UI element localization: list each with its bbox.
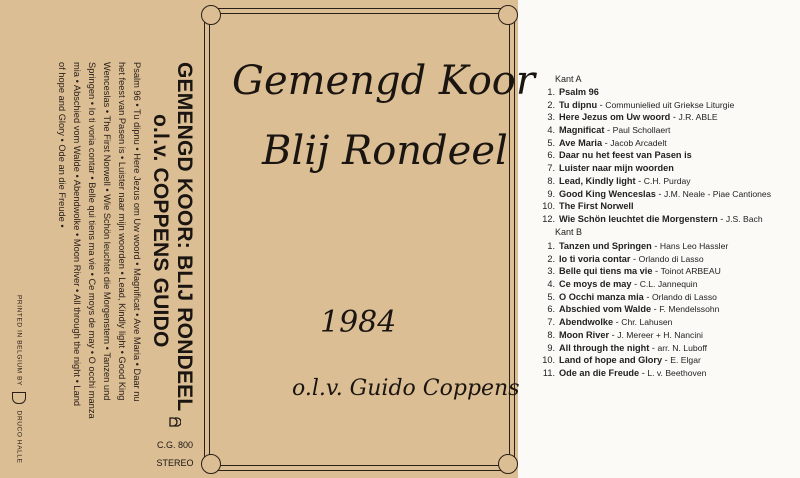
spine-tracks-line: Wenceslas • The First Norwell • Wie Schön leuchtet die Morgenstern • Tanzen und bbox=[102, 62, 112, 401]
track-item: 4. Magnificat - Paul Schollaert bbox=[530, 124, 771, 137]
track-item: 9. Good King Wenceslas - J.M. Neale - Piae Cantiones bbox=[530, 188, 771, 201]
track-credit: Jacob Arcadelt bbox=[610, 137, 667, 148]
frame-ornament-icon bbox=[201, 454, 221, 474]
track-number: 7. bbox=[547, 317, 555, 328]
track-credit: arr. N. Luboff bbox=[657, 342, 708, 353]
track-number: 7. bbox=[547, 163, 555, 174]
frame-ornament-icon bbox=[498, 454, 518, 474]
track-title: Abendwolke bbox=[559, 317, 614, 328]
track-credit: J.S. Bach bbox=[725, 213, 763, 224]
track-number: 4. bbox=[547, 125, 555, 136]
track-number: 8. bbox=[547, 175, 555, 186]
track-item: 2. Io ti voria contar - Orlando di Lasso bbox=[530, 253, 728, 266]
printer-name: DRUCO HALLE bbox=[15, 410, 23, 464]
track-title: Tu dipnu bbox=[559, 99, 598, 110]
track-credit: Orlando di Lasso bbox=[651, 291, 717, 302]
track-number: 1. bbox=[547, 87, 555, 97]
track-item bbox=[530, 200, 771, 213]
track-item: 8. Moon River - J. Mereer + H. Nancini bbox=[530, 329, 728, 342]
track-number: 10. bbox=[542, 355, 555, 366]
spine-title-line2: o.l.v. COPPENS GUIDO bbox=[149, 114, 172, 348]
track-item: 3. Here Jezus om Uw woord - J.R. ABLE bbox=[530, 111, 771, 124]
side-a-label: Kant A bbox=[555, 74, 582, 84]
track-title: Psalm 96 bbox=[559, 87, 599, 97]
track-number: 4. bbox=[547, 279, 555, 290]
spine-tracklist bbox=[54, 62, 144, 419]
track-number: 2. bbox=[547, 253, 555, 264]
track-item: 5. Ave Maria - Jacob Arcadelt bbox=[530, 137, 771, 150]
track-number: 6. bbox=[547, 150, 555, 161]
track-title: All through the night bbox=[559, 342, 650, 353]
track-item: 6. Abschied vom Walde - F. Mendelssohn bbox=[530, 303, 728, 316]
track-credit: L. v. Beethoven bbox=[647, 367, 707, 378]
cover-conductor: o.l.v. Guido Coppens bbox=[292, 376, 520, 401]
track-title: Tanzen und Springen bbox=[559, 241, 652, 251]
track-title: Good King Wenceslas bbox=[559, 188, 656, 199]
track-number: 1. bbox=[547, 241, 555, 251]
track-credit: F. Mendelssohn bbox=[659, 304, 720, 315]
track-title: Ce moys de may bbox=[559, 279, 632, 290]
track-item: 7. Abendwolke - Chr. Lahusen bbox=[530, 316, 728, 329]
spine-tracks-line: mia • Abschied vom Walde • Abendwolke • Moon River • All through the night • Land bbox=[72, 62, 82, 407]
track-title: Land of hope and Glory bbox=[559, 355, 663, 366]
track-title: Here Jezus om Uw woord bbox=[559, 112, 671, 123]
spine-tracks-line: Springen • Io ti voria contar • Belle qui tiens ma vie • Ce moys de may • O occhi manza bbox=[87, 62, 97, 419]
track-item: 11. Ode an die Freude - L. v. Beethoven bbox=[530, 367, 728, 380]
track-number: 12. bbox=[542, 213, 555, 224]
track-credit: C.L. Jannequin bbox=[639, 279, 698, 290]
side-a-tracklist bbox=[530, 86, 771, 226]
track-title: Magnificat bbox=[559, 125, 605, 136]
track-credit: Orlando di Lasso bbox=[638, 253, 704, 264]
track-item: 10. Land of hope and Glory - E. Elgar bbox=[530, 354, 728, 367]
track-item: 1. Tanzen und Springen - Hans Leo Hassler bbox=[530, 240, 728, 253]
catalog-logo-icon bbox=[150, 417, 200, 430]
track-item: 4. Ce moys de may - C.L. Jannequin bbox=[530, 278, 728, 291]
track-number: 6. bbox=[547, 304, 555, 315]
track-title: Moon River bbox=[559, 329, 610, 340]
catalog-number: C.G. 800 bbox=[156, 440, 194, 450]
audio-format: STEREO bbox=[156, 458, 194, 468]
printed-by-text: PRINTED IN BELGIUM BY bbox=[15, 295, 23, 386]
track-item bbox=[530, 149, 771, 162]
track-number: 5. bbox=[547, 137, 555, 148]
track-title: Io ti voria contar bbox=[559, 253, 631, 264]
track-item bbox=[530, 162, 771, 175]
spine-tracks-line: of hope and Glory • Ode an die Freude • bbox=[57, 62, 67, 228]
track-title: Belle qui tiens ma vie bbox=[559, 266, 653, 277]
tracklist-panel bbox=[518, 0, 800, 478]
track-title: Ode an die Freude bbox=[559, 367, 640, 378]
track-item: 9. All through the night - arr. N. Luboff bbox=[530, 342, 728, 355]
track-credit: Toinot ARBEAU bbox=[660, 266, 721, 277]
track-credit: C.H. Purday bbox=[643, 175, 691, 186]
track-title: Daar nu het feest van Pasen is bbox=[559, 150, 692, 161]
track-number: 9. bbox=[547, 342, 555, 353]
track-item: 5. O Occhi manza mia - Orlando di Lasso bbox=[530, 291, 728, 304]
track-number: 11. bbox=[542, 367, 555, 378]
track-number: 9. bbox=[547, 188, 555, 199]
track-title: Ave Maria bbox=[559, 137, 603, 148]
spine-tracks-line: Psalm 96 • Tu dipnu • Here Jezus om Uw woord • Magnificat • Ave Maria • Daar nu bbox=[132, 62, 142, 402]
track-number: 3. bbox=[547, 266, 555, 277]
cover-title-line2: Blij Rondeel bbox=[262, 128, 508, 174]
track-number: 5. bbox=[547, 291, 555, 302]
track-number: 2. bbox=[547, 99, 555, 110]
track-number: 8. bbox=[547, 329, 555, 340]
side-b-label: Kant B bbox=[555, 227, 583, 237]
track-title: Lead, Kindly light bbox=[559, 175, 636, 186]
track-credit: J.R. ABLE bbox=[678, 112, 718, 123]
track-item: 12. Wie Schön leuchtet die Morgenstern - J.S. Bach bbox=[530, 213, 771, 226]
track-credit: Paul Schollaert bbox=[612, 125, 671, 136]
cover-year: 1984 bbox=[320, 305, 397, 340]
track-title: Abschied vom Walde bbox=[559, 304, 652, 315]
track-item: 3. Belle qui tiens ma vie - Toinot ARBEAU bbox=[530, 265, 728, 278]
track-credit: Chr. Lahusen bbox=[621, 317, 673, 328]
frame-ornament-icon bbox=[498, 5, 518, 25]
track-number: 10. bbox=[542, 201, 555, 212]
spine-title-line1: GEMENGD KOOR: BLIJ RONDEEL bbox=[173, 62, 196, 412]
spine-title bbox=[148, 62, 196, 411]
cover-title-line1: Gemengd Koor bbox=[232, 58, 536, 104]
spine-tracks-line: het feest van Pasen is • Luister naar mijn woorden • Lead, Kindly light • Good King bbox=[117, 62, 127, 401]
track-title: Luister naar mijn woorden bbox=[559, 163, 674, 174]
track-credit: Hans Leo Hassler bbox=[659, 241, 729, 251]
track-title: The First Norwell bbox=[559, 201, 634, 212]
track-credit: J. Mereer + H. Nancini bbox=[617, 329, 703, 340]
frame-ornament-icon bbox=[201, 5, 221, 25]
druco-logo-icon bbox=[12, 392, 26, 404]
track-item bbox=[530, 86, 771, 99]
track-title: O Occhi manza mia bbox=[559, 291, 644, 302]
track-item: 2. Tu dipnu - Communielied uit Griekse Liturgie bbox=[530, 99, 771, 112]
track-credit: E. Elgar bbox=[670, 355, 701, 366]
side-b-tracklist bbox=[530, 240, 728, 380]
track-title: Wie Schön leuchtet die Morgenstern bbox=[559, 213, 718, 224]
track-item: 8. Lead, Kindly light - C.H. Purday bbox=[530, 175, 771, 188]
track-credit: J.M. Neale - Piae Cantiones bbox=[664, 188, 771, 199]
track-credit: Communielied uit Griekse Liturgie bbox=[605, 99, 735, 110]
printer-credit bbox=[12, 295, 26, 464]
track-number: 3. bbox=[547, 112, 555, 123]
